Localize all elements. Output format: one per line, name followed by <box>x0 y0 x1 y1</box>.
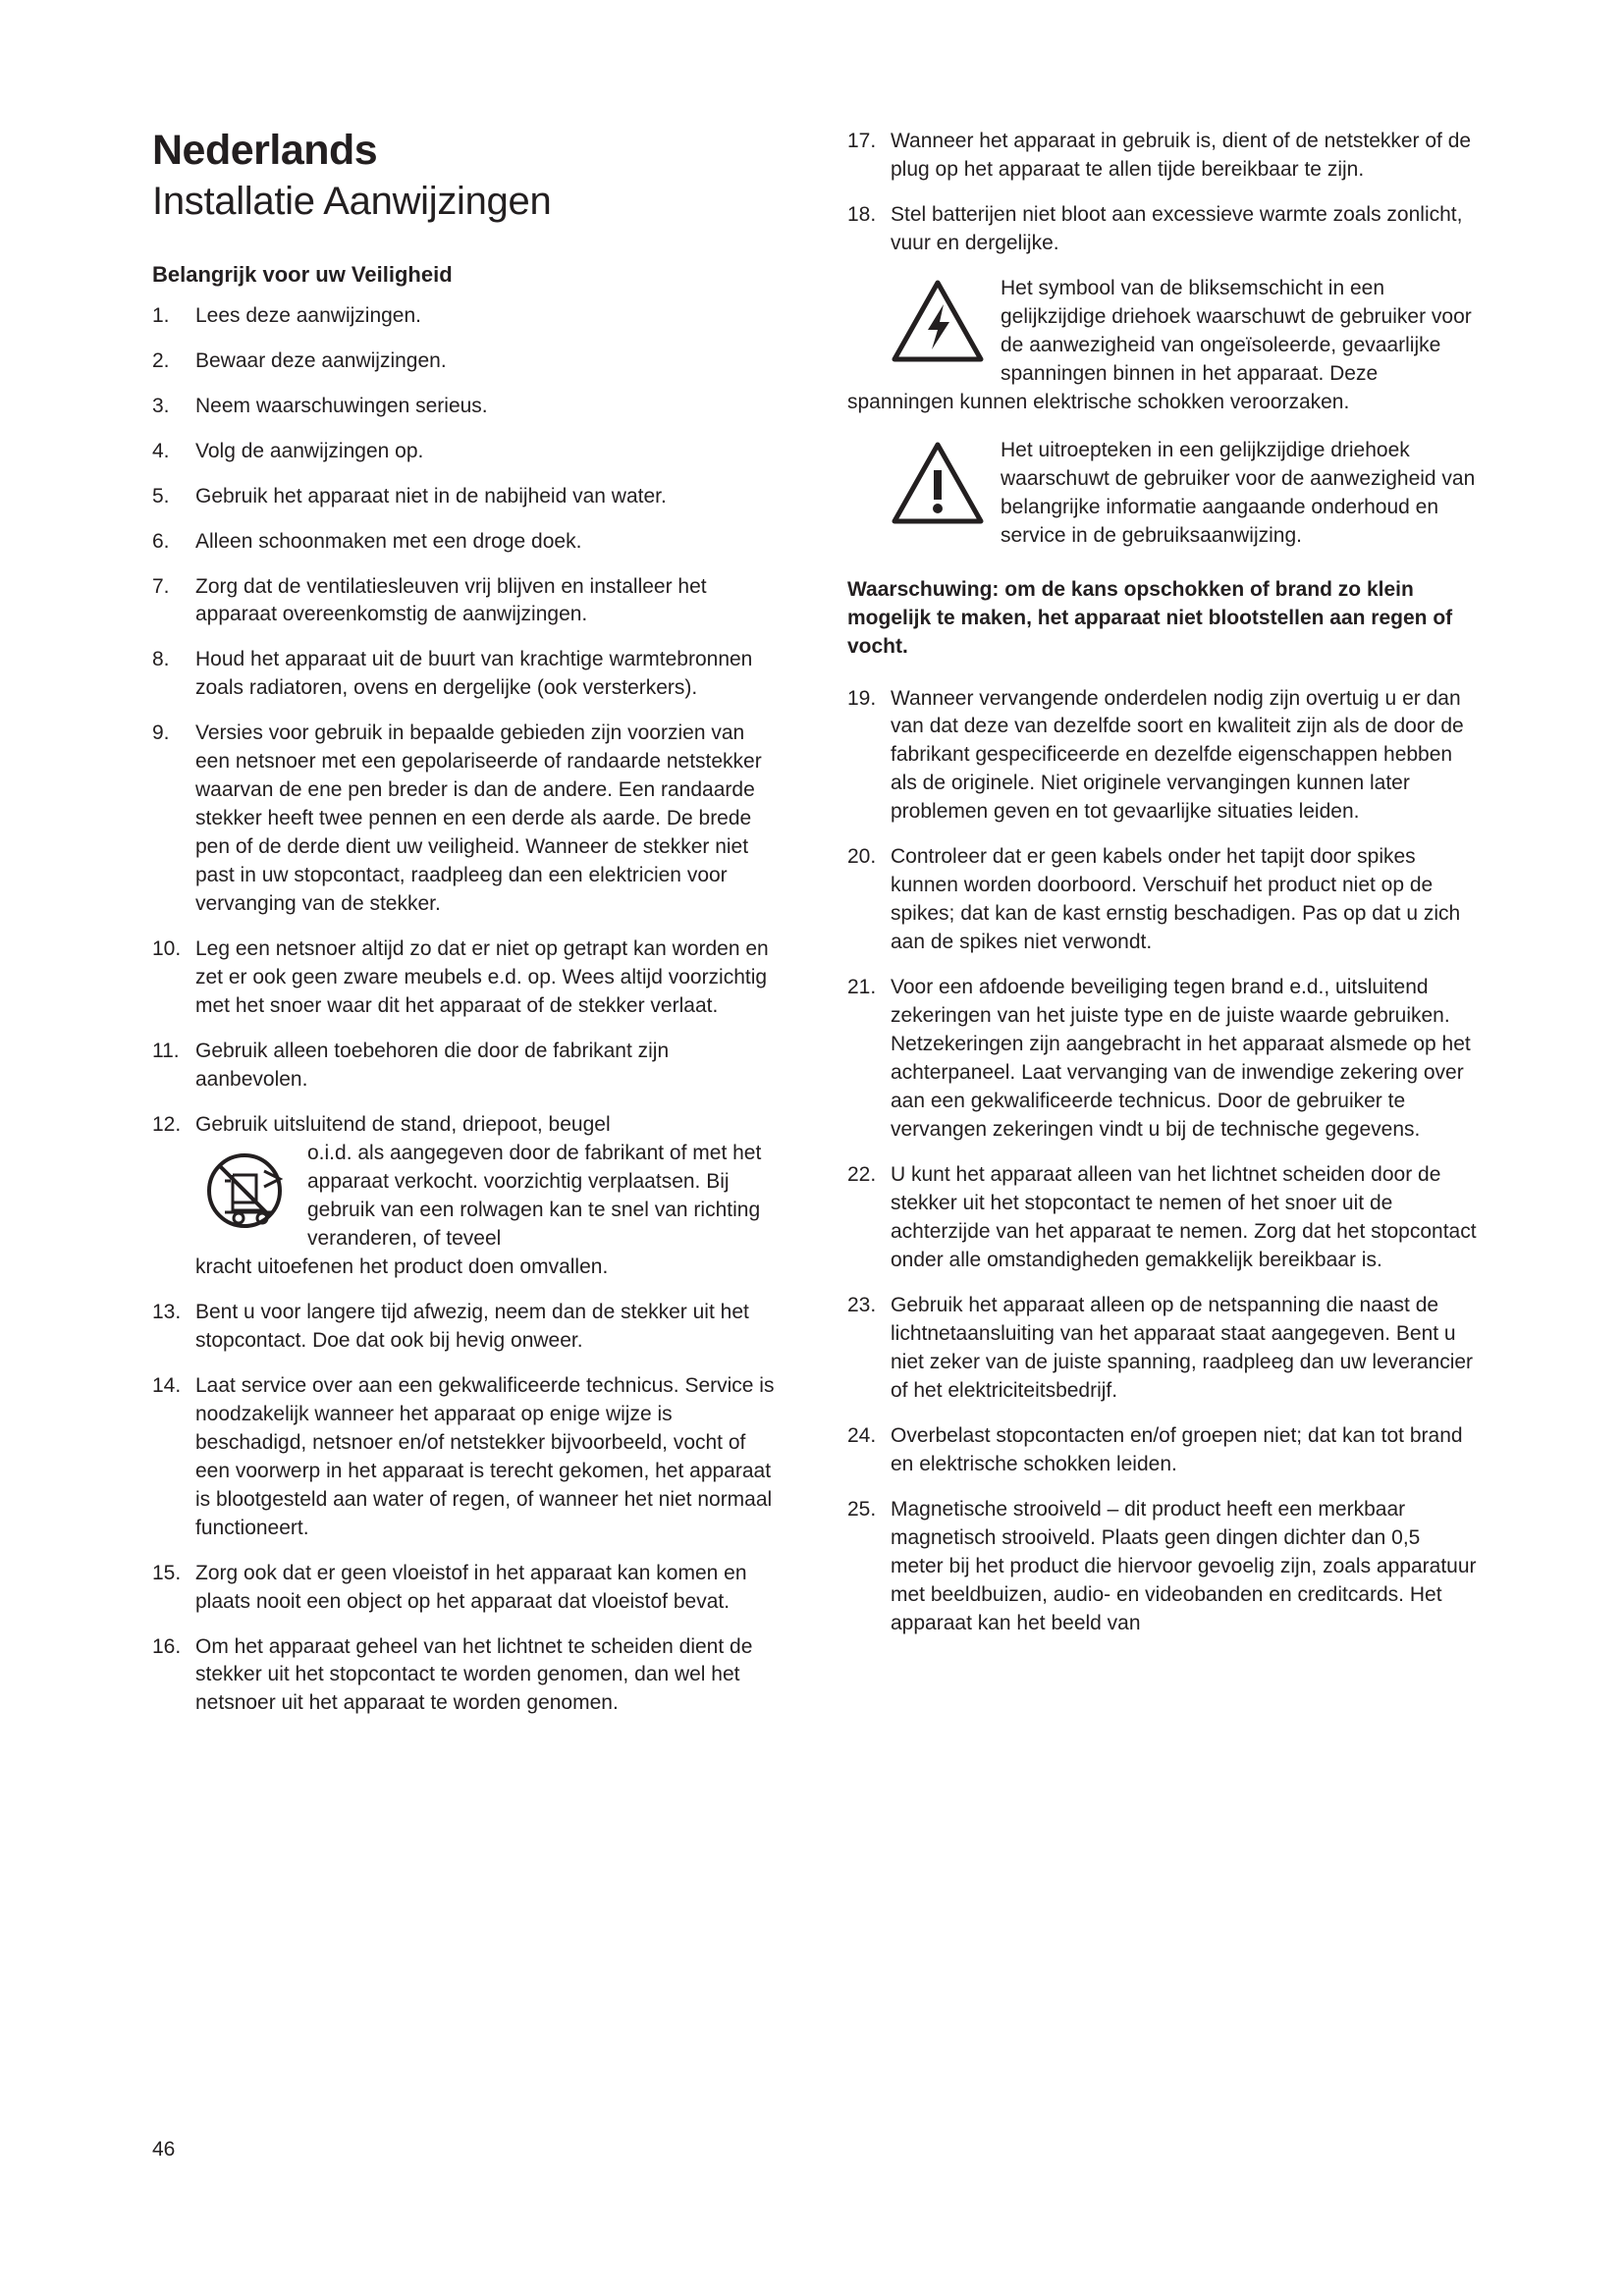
list-item-text-first-line: Gebruik uitsluitend de stand, driepoot, beugel <box>195 1113 611 1136</box>
list-item-number: 17. <box>847 130 877 152</box>
list-item-number: 14. <box>152 1373 182 1397</box>
safety-instructions-list-3 <box>847 128 1478 258</box>
list-item <box>847 201 1478 258</box>
list-item <box>847 1496 1478 1638</box>
list-item-text: Houd het apparaat uit de buurt van krachtige warmtebronnen zoals radiatoren, ovens en dergelijke (ook versterkers). <box>195 648 753 700</box>
list-item-number: 7. <box>152 574 170 598</box>
list-item-text: Leg een netsnoer altijd zo dat er niet op getrapt kan worden en zet er ook geen zware meubels e.d. op. Wees altijd voorzichtig met het snoer waar dit het apparaat of de stekker verlaat. <box>195 937 769 1018</box>
list-item <box>152 935 783 1021</box>
list-item-number: 23. <box>847 1293 877 1316</box>
list-item <box>152 646 783 703</box>
list-item-number: 20. <box>847 845 877 869</box>
list-item-text: Lees deze aanwijzingen. <box>195 303 421 327</box>
list-item-number: 24. <box>847 1423 877 1447</box>
list-item-text: Alleen schoonmaken met een droge doek. <box>195 529 582 553</box>
list-item <box>847 128 1478 185</box>
list-item-number: 16. <box>152 1634 182 1658</box>
list-item-number: 5. <box>152 484 170 507</box>
list-item <box>152 347 783 376</box>
list-item-number: 11. <box>152 1040 180 1063</box>
list-item-text: Voor een afdoende beveiliging tegen brand e.d., uitsluitend zekeringen van het juiste type en de juiste waarde gebruiken. Netzekeringen zijn aangebracht in het apparaat alsmede op het achterpaneel. Laat vervanging van de inwendige zekering over aan een gekwalificeerde technicus. Door de gebruiker te vervangen zekeringen vindt u bij de technische gegevens. <box>891 976 1471 1142</box>
page-number: 46 <box>152 2138 176 2161</box>
list-item-text: Om het apparaat geheel van het lichtnet te scheiden dient de stekker uit het stopcontact te worden genomen, dan wel het netsnoer uit het apparaat te worden genomen. <box>195 1634 753 1715</box>
list-item-text: Gebruik alleen toebehoren die door de fabrikant zijn aanbevolen. <box>195 1040 670 1092</box>
list-item-text: Bent u voor langere tijd afwezig, neem dan de stekker uit het stopcontact. Doe dat ook bij hevig onweer. <box>195 1300 749 1352</box>
list-item <box>152 438 783 466</box>
list-item-text-wrapped: o.i.d. als aangegeven door de fabrikant of met het apparaat verkocht. voorzichtig verplaatsen. Bij gebruik van een rolwagen kan te snel van richting veranderen, of teveel <box>307 1141 762 1250</box>
list-item-number: 4. <box>152 439 170 462</box>
list-item <box>847 685 1478 828</box>
list-item <box>152 1038 783 1095</box>
list-item <box>152 1560 783 1617</box>
safety-instructions-list-2 <box>152 1299 783 1719</box>
list-item <box>152 1633 783 1719</box>
page-subtitle: Installatie Aanwijzingen <box>152 180 552 224</box>
list-item-text: Controleer dat er geen kabels onder het tapijt door spikes kunnen worden doorboord. Verschuif het product niet op de spikes; dat kan de kast ernstig beschadigen. Pas op dat u zich aan de spikes niet verwondt. <box>891 845 1461 954</box>
list-item <box>847 974 1478 1145</box>
list-item-number: 13. <box>152 1300 182 1323</box>
list-item <box>152 393 783 421</box>
right-column <box>847 128 1478 1735</box>
list-item-12 <box>152 1111 783 1282</box>
list-item <box>847 1161 1478 1275</box>
list-item-number: 3. <box>152 394 170 417</box>
list-item-text: Neem waarschuwingen serieus. <box>195 394 488 417</box>
two-column-layout <box>152 128 1478 1735</box>
safety-instructions-list-4 <box>847 685 1478 1638</box>
list-item-number: 8. <box>152 648 170 671</box>
list-item-text: Wanneer het apparaat in gebruik is, dient of de netstekker of de plug op het apparaat te allen tijde bereikbaar te zijn. <box>891 130 1472 181</box>
list-item <box>152 483 783 511</box>
exclamation-triangle-icon <box>891 441 985 534</box>
warning-notice: Waarschuwing: om de kans opschokken of brand zo klein mogelijk te maken, het apparaat niet blootstellen aan regen of vocht. <box>847 577 1453 658</box>
list-item-number: 2. <box>152 348 170 372</box>
safety-instructions-list-1 <box>152 302 783 1095</box>
list-item-text: Zorg dat de ventilatiesleuven vrij blijven en installeer het apparaat overeenkomstig de aanwijzingen. <box>195 574 707 626</box>
list-item <box>847 843 1478 957</box>
list-item <box>152 1372 783 1543</box>
cart-tip-warning-icon <box>195 1142 294 1249</box>
section-heading-safety: Belangrijk voor uw Veiligheid <box>152 262 453 288</box>
list-item-text: Versies voor gebruik in bepaalde gebieden zijn voorzien van een netsnoer met een gepolariseerde of randaarde netstekker waarvan de ene pen breder is dan de andere. Een randaarde stekker heeft twee pennen en een derde als aarde. De brede pen of de derde dient uw veiligheid. Wanneer de stekker niet past in uw stopcontact, raadpleeg dan een elektricien voor vervanging van de stekker. <box>195 721 762 916</box>
list-item <box>152 573 783 630</box>
list-item <box>152 1299 783 1356</box>
list-item-text: Gebruik het apparaat alleen op de netspanning die naast de lichtnetaansluiting van het apparaat staat aangegeven. Bent u niet zeker van de juiste spanning, raadpleeg dan uw leverancier of het elektriciteitsbedrijf. <box>891 1293 1474 1402</box>
page-title: Nederlands <box>152 127 378 174</box>
list-item <box>152 720 783 919</box>
list-item-number: 9. <box>152 721 170 745</box>
list-item-text: Wanneer vervangende onderdelen nodig zijn overtuig u er dan van dat deze van dezelfde soort en kwaliteit zijn als de door de fabrikant gespecificeerde en dezelfde eigenschappen hebben als de originele. Niet originele vervangingen kunnen later problemen geven en tot gevaarlijke situaties leiden. <box>891 686 1464 824</box>
list-item-text: Overbelast stopcontacten en/of groepen niet; dat kan tot brand en elektrische schokken leiden. <box>891 1423 1463 1475</box>
list-item-number: 1. <box>152 303 170 327</box>
list-item-number: 15. <box>152 1561 182 1584</box>
lightning-symbol-text: Het symbool van de bliksemschicht in een gelijkzijdige driehoek waarschuwt de gebruiker voor de aanwezigheid van ongeïsoleerde, gevaarlijke spanningen binnen in het apparaat. Deze spanningen kunnen elektrische schokken veroorzaken. <box>847 276 1472 413</box>
list-item-text: Laat service over aan een gekwalificeerde technicus. Service is noodzakelijk wanneer het apparaat op enige wijze is beschadigd, netsnoer en/of netstekker bijvoorbeeld, vocht of een voorwerp in het apparaat is terecht gekomen, het apparaat is blootgesteld aan water of regen, of wanneer het niet normaal functioneert. <box>195 1373 775 1539</box>
list-item-text: Volg de aanwijzingen op. <box>195 439 424 462</box>
list-item-text: Stel batterijen niet bloot aan excessieve warmte zoals zonlicht, vuur en dergelijke. <box>891 202 1463 254</box>
list-item <box>152 302 783 331</box>
exclamation-symbol-text: Het uitroepteken in een gelijkzijdige driehoek waarschuwt de gebruiker voor de aanwezigheid van belangrijke informatie aangaande onderhoud en service in de gebruiksaanwijzing. <box>1001 438 1476 547</box>
list-item-text: U kunt het apparaat alleen van het lichtnet scheiden door de stekker uit het stopcontact te nemen of het snoer uit de achterzijde van het apparaat te nemen. Zorg dat het stopcontact onder alle omstandigheden gemakkelijk bereikbaar is. <box>891 1163 1477 1271</box>
left-column <box>152 128 783 1735</box>
list-item-number: 21. <box>847 976 877 999</box>
list-item-text-last-line: kracht uitoefenen het product doen omvallen. <box>195 1255 609 1278</box>
list-item-number: 22. <box>847 1163 877 1187</box>
list-item <box>152 528 783 557</box>
list-item-number: 25. <box>847 1497 877 1521</box>
list-item-text: Gebruik het apparaat niet in de nabijheid van water. <box>195 484 667 507</box>
list-item-number: 6. <box>152 529 170 553</box>
list-item-text: Bewaar deze aanwijzingen. <box>195 348 447 372</box>
list-item-text: Zorg ook dat er geen vloeistof in het apparaat kan komen en plaats nooit een object op het apparaat dat vloeistof bevat. <box>195 1561 747 1613</box>
list-item-text: Magnetische strooiveld – dit product heeft een merkbaar magnetisch strooiveld. Plaats geen dingen dichter dan 0,5 meter bij het product die hiervoor gevoelig zijn, zoals apparatuur met beeldbuizen, audio- en videobanden en creditcards. Het apparaat kan het beeld van <box>891 1497 1477 1634</box>
lightning-symbol-block <box>847 275 1478 417</box>
exclamation-symbol-block <box>847 437 1478 551</box>
list-item-number: 10. <box>152 937 182 961</box>
list-item <box>847 1422 1478 1479</box>
list-item-number: 18. <box>847 202 877 226</box>
list-item-number: 12. <box>152 1113 182 1136</box>
lightning-bolt-triangle-icon <box>891 279 985 372</box>
list-item-number: 19. <box>847 686 877 710</box>
list-item <box>847 1292 1478 1406</box>
